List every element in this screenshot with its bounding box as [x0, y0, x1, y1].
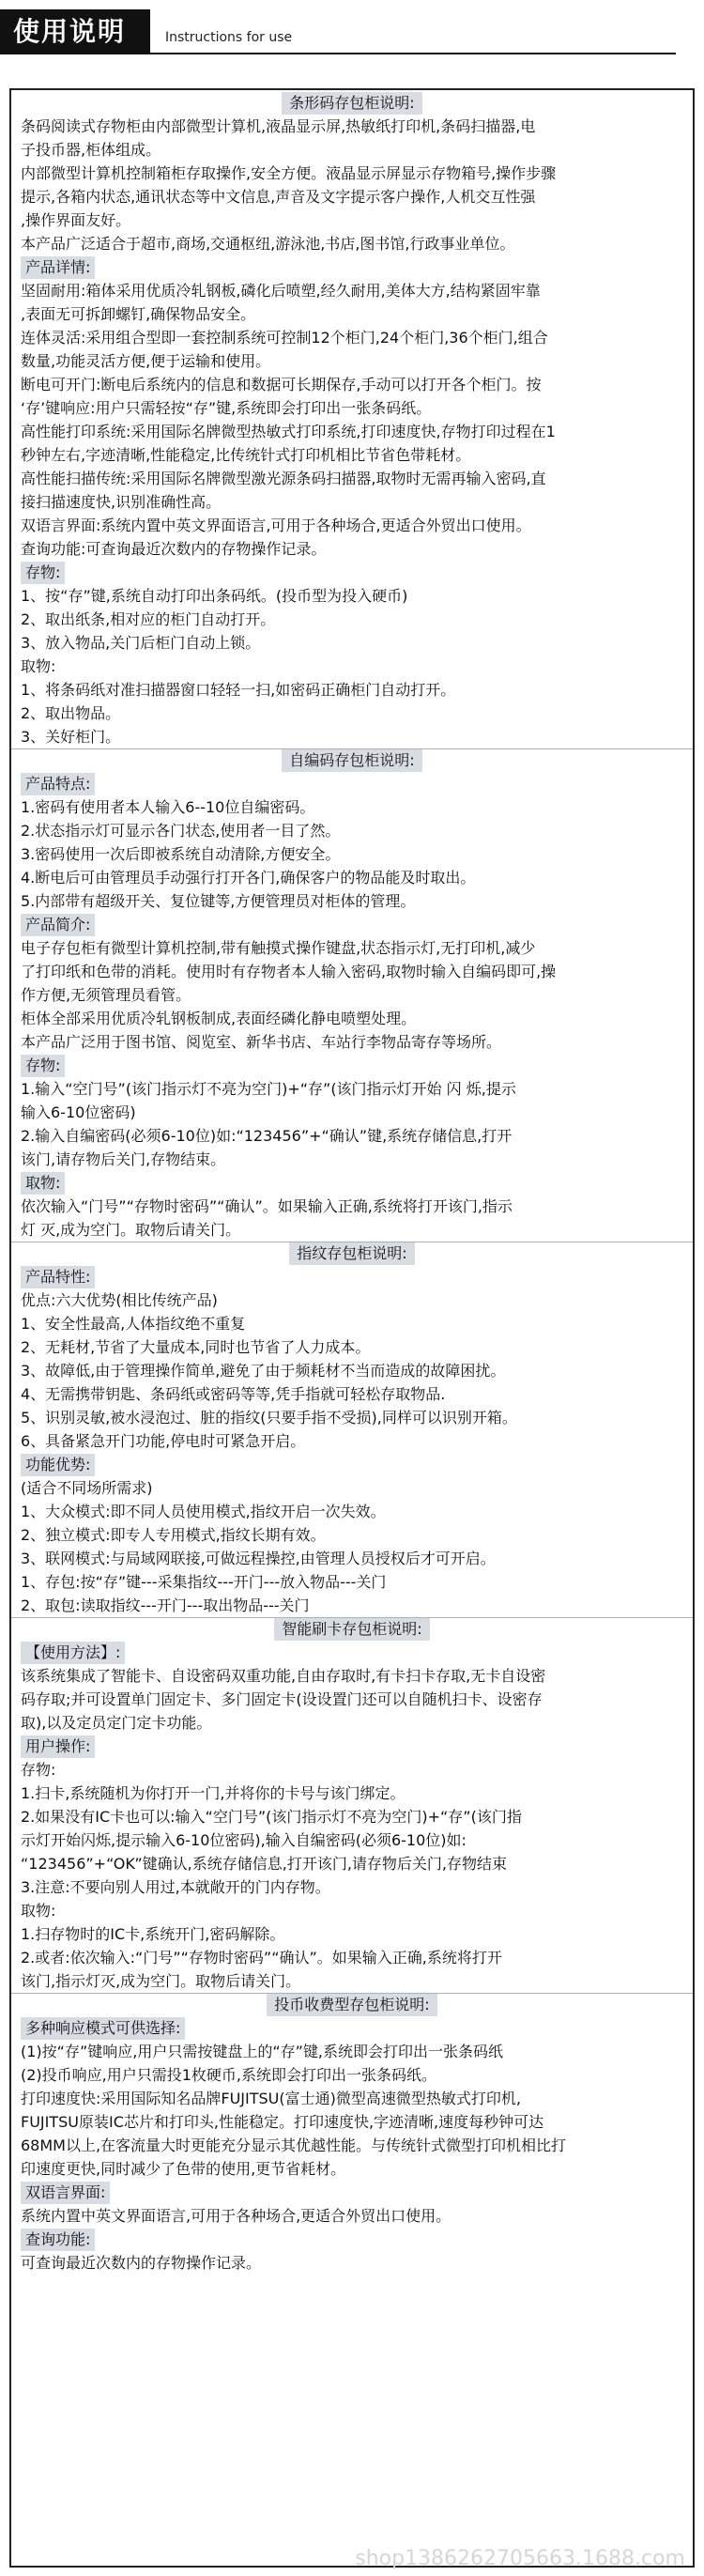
text-line: 子投币器,柜体组成。 [21, 141, 161, 159]
text-line: 了打印纸和色带的消耗。使用时有存物者本人输入密码,取物时输入自编码即可,操 [21, 963, 557, 980]
text-line: 3、放入物品,关门后柜门自动上锁。 [21, 634, 261, 652]
text-line: 1、按“存”键,系统自动打印出条码纸。(投币型为投入硬币) [21, 587, 408, 605]
section-title [21, 1242, 683, 1265]
text-line: 作方便,无须管理员看管。 [21, 986, 191, 1004]
text-line: 3.密码使用一次后即被系统自动清除,方便安全。 [21, 845, 341, 863]
block-head [21, 1054, 683, 1077]
text-line: ,表面无可拆卸螺钉,确保物品安全。 [21, 305, 256, 323]
block-head [21, 1641, 683, 1664]
block-label: 查询功能: [21, 2229, 95, 2251]
text-line: 5.内部带有超级开关、复位键等,方便管理员对柜体的管理。 [21, 892, 416, 910]
block-head [21, 255, 683, 279]
block-head [21, 772, 683, 795]
text-line: 秒钟左右,字迹清晰,性能稳定,比传统针式打印机相比节省色带耗材。 [21, 446, 471, 464]
text-line: 该系统集成了智能卡、自设密码双重功能,自由存取时,有卡扫卡存取,无卡自设密 [21, 1667, 546, 1685]
text-line: 查询功能:可查询最近次数内的存物操作记录。 [21, 540, 327, 558]
text-line: 条码阅读式存物柜由内部微型计算机,液晶显示屏,热敏纸打印机,条码扫描器,电 [21, 117, 536, 135]
block-label: 用户操作: [21, 1735, 95, 1758]
text-line: 1.扫存物时的IC卡,系统开门,密码解除。 [21, 1925, 285, 1943]
block-label: 【使用方法】: [21, 1642, 125, 1664]
text-line: 印速度更快,同时减少了色带的使用,更节省耗材。 [21, 2160, 346, 2178]
block-head [21, 1453, 683, 1476]
header-title: 使用说明 [0, 9, 150, 54]
header-rule [150, 53, 676, 54]
text-line: 2.或者:依次输入:“门号”“存物时密码”“确认”。如果输入正确,系统将打开 [21, 1949, 502, 1967]
text-line: 打印速度快:采用国际知名品牌FUJITSU(富士通)微型高速微型热敏式打印机, [21, 2090, 521, 2107]
watermark: shop1386262705663.1688.com [355, 2547, 685, 2570]
text-line: 2、取出纸条,相对应的柜门自动打开。 [21, 610, 276, 628]
section-title [21, 1618, 683, 1641]
block-head [21, 2228, 683, 2251]
text-line: 柜体全部采用优质冷轧钢板制成,表面经磷化静电喷塑处理。 [21, 1010, 417, 1027]
text-line: 取物: [21, 1902, 56, 1920]
section-title-text: 投币收费型存包柜说明: [267, 1994, 436, 2016]
block-head [21, 2181, 683, 2204]
text-line: 1、大众模式:即不同人员使用模式,指纹开启一次失效。 [21, 1503, 386, 1520]
text-line: 数量,功能灵活方便,便于运输和使用。 [21, 352, 271, 370]
text-line: 1、将条码纸对准扫描器窗口轻轻一扫,如密码正确柜门自动打开。 [21, 681, 456, 699]
text-line: 坚固耐用:箱体采用优质冷轧钢板,磷化后喷塑,经久耐用,美体大方,结构紧固牢靠 [21, 282, 541, 300]
text-line: 1.密码有使用者本人输入6--10位自编密码。 [21, 798, 315, 816]
text-line: 2.如果没有IC卡也可以:输入“空门号”(该门指示灯不亮为空门)+“存”(该门指 [21, 1808, 522, 1826]
text-line: 存物: [21, 1761, 56, 1779]
text-line: 输入6-10位密码) [21, 1103, 136, 1121]
text-line: 2.状态指示灯可显示各门状态,使用者一目了然。 [21, 822, 341, 840]
text-line: 3、联网模式:与局域网联接,可做远程操控,由管理人员授权后才可开启。 [21, 1550, 496, 1567]
text-line: 接扫描速度快,识别准确性高。 [21, 493, 222, 511]
section-title-text: 条形码存包柜说明: [282, 92, 421, 115]
text-line: 该门,指示灯灭,成为空门。取物后请关门。 [21, 1972, 301, 1990]
content-frame [9, 88, 695, 2568]
text-line: 电子存包柜有微型计算机控制,带有触摸式操作键盘,状态指示灯,无打印机,减少 [21, 939, 536, 957]
text-line: 本产品广泛用于图书馆、阅览室、新华书店、车站行李物品寄存等场所。 [21, 1033, 502, 1051]
block-head [21, 1265, 683, 1288]
text-line: 2、取出物品。 [21, 704, 121, 722]
text-line: 本产品广泛适合于超市,商场,交通枢纽,游泳池,书店,图书馆,行政事业单位。 [21, 235, 515, 253]
section-title-text: 指纹存包柜说明: [289, 1242, 414, 1265]
text-line: “123456”+“OK”键确认,系统存储信息,打开该门,请存物后关门,存物结束 [21, 1855, 508, 1873]
text-line: 系统内置中英文界面语言,可用于各种场合,更适合外贸出口使用。 [21, 2207, 451, 2225]
block-head [21, 1171, 683, 1195]
block-head [21, 913, 683, 936]
block-label: 多种响应模式可供选择: [21, 2017, 185, 2040]
text-line: 取物: [21, 657, 56, 675]
section-title [21, 92, 683, 115]
section-title [21, 749, 683, 772]
text-line: 1.扫卡,系统随机为你打开一门,并将你的卡号与该门绑定。 [21, 1784, 406, 1802]
text-line: 3、故障低,由于管理操作简单,避免了由于频耗材不当而造成的故障困扰。 [21, 1362, 506, 1380]
block-label: 产品特性: [21, 1266, 95, 1288]
text-line: 灯 灭,成为空门。取物后请关门。 [21, 1221, 241, 1239]
text-line: 连体灵活:采用组合型即一套控制系统可控制12个柜门,24个柜门,36个柜门,组合 [21, 329, 548, 347]
block-label: 双语言界面: [21, 2182, 110, 2204]
text-line: 2、无耗材,节省了大量成本,同时也节省了人力成本。 [21, 1338, 371, 1356]
text-line: ,操作界面友好。 [21, 211, 131, 229]
text-line: 1、存包:按“存”键---采集指纹---开门---放入物品---关门 [21, 1573, 387, 1591]
block-label: 产品详情: [21, 256, 95, 279]
text-line: ‘存’键响应:用户只需轻按“存”键,系统即会打印出一张条码纸。 [21, 399, 432, 417]
text-line: 3.注意:不要向别人用过,本就敞开的门内存物。 [21, 1878, 330, 1896]
text-line: 依次输入“门号”“存物时密码”“确认”。如果输入正确,系统将打开该门,指示 [21, 1197, 513, 1215]
content [11, 90, 693, 2275]
block-head [21, 1735, 683, 1758]
text-line: 可查询最近次数内的存物操作记录。 [21, 2254, 262, 2272]
text-line: 码存取;并可设置单门固定卡、多门固定卡(设设置门还可以自随机扫卡、设密存 [21, 1690, 543, 1708]
text-line: 6、具备紧急开门功能,停电时可紧急开启。 [21, 1432, 306, 1450]
section-title [21, 1994, 683, 2016]
section-title-text: 自编码存包柜说明: [282, 749, 421, 772]
block-label: 存物: [21, 1055, 65, 1077]
section-title-text: 智能刷卡存包柜说明: [274, 1618, 429, 1641]
block-label: 产品特点: [21, 773, 95, 795]
text-line: 1、安全性最高,人体指纹绝不重复 [21, 1315, 246, 1333]
text-line: 1.输入“空门号”(该门指示灯不亮为空门)+“存”(该门指示灯开始 闪 烁,提示 [21, 1080, 516, 1098]
text-line: 内部微型计算机控制箱柜存取操作,安全方便。液晶显示屏显示存物箱号,操作步骤 [21, 164, 557, 182]
text-line: 68MM以上,在客流量大时更能充分显示其优越性能。与传统针式微型打印机相比打 [21, 2136, 567, 2154]
text-line: 取),以及定员定门定卡功能。 [21, 1714, 212, 1732]
text-line: 高性能打印系统:采用国际名牌微型热敏式打印系统,打印速度快,存物打印过程在1 [21, 423, 556, 440]
block-label: 取物: [21, 1172, 65, 1195]
block-head [21, 2016, 683, 2040]
block-label: 存物: [21, 562, 65, 584]
text-line: FUJITSU原装IC芯片和打印头,性能稳定。打印速度快,字迹清晰,速度每秒钟可达 [21, 2113, 544, 2131]
text-line: (1)按“存”键响应,用户只需按键盘上的“存”键,系统即会打印出一张条码纸 [21, 2043, 503, 2060]
text-line: 优点:六大优势(相比传统产品) [21, 1291, 218, 1309]
block-label: 功能优势: [21, 1454, 95, 1476]
text-line: 2、取包:读取指纹---开门---取出物品---关门 [21, 1597, 310, 1614]
block-label: 产品简介: [21, 914, 95, 936]
text-line: 双语言界面:系统内置中英文界面语言,可用于各种场合,更适合外贸出口使用。 [21, 517, 531, 534]
text-line: (适合不同场所需求) [21, 1479, 153, 1497]
text-line: 该门,请存物后关门,存物结束。 [21, 1150, 226, 1168]
text-line: 4、无需携带钥匙、条码纸或密码等等,凭手指就可轻松存取物品. [21, 1385, 446, 1403]
text-line: 4.断电后可由管理员手动强行打开各门,确保客户的物品能及时取出。 [21, 869, 476, 887]
text-line: 示灯开始闪烁,提示输入6-10位密码),输入自编密码(必须6-10位)如: [21, 1831, 467, 1849]
text-line: 5、识别灵敏,被水浸泡过、脏的指纹(只要手指不受损),同样可以识别开箱。 [21, 1409, 517, 1427]
text-line: 2、独立模式:即专人专用模式,指纹长期有效。 [21, 1526, 326, 1544]
header-subtitle: Instructions for use [165, 30, 293, 45]
text-line: 3、关好柜门。 [21, 728, 121, 746]
text-line: 高性能扫描传统:采用国际名牌微型激光源条码扫描器,取物时无需再输入密码,直 [21, 470, 546, 487]
text-line: 2.输入自编密码(必须6-10位)如:“123456”+“确认”键,系统存储信息,打开 [21, 1127, 513, 1145]
header [0, 0, 704, 68]
text-line: 断电可开门:断电后系统内的信息和数据可长期保存,手动可以打开各个柜门。按 [21, 376, 542, 393]
text-line: 提示,各箱内状态,通讯状态等中文信息,声音及文字提示客户操作,人机交互性强 [21, 188, 536, 206]
block-head [21, 561, 683, 584]
text-line: (2)投币响应,用户只需投1枚硬币,系统即会打印出一张条码纸。 [21, 2066, 437, 2084]
